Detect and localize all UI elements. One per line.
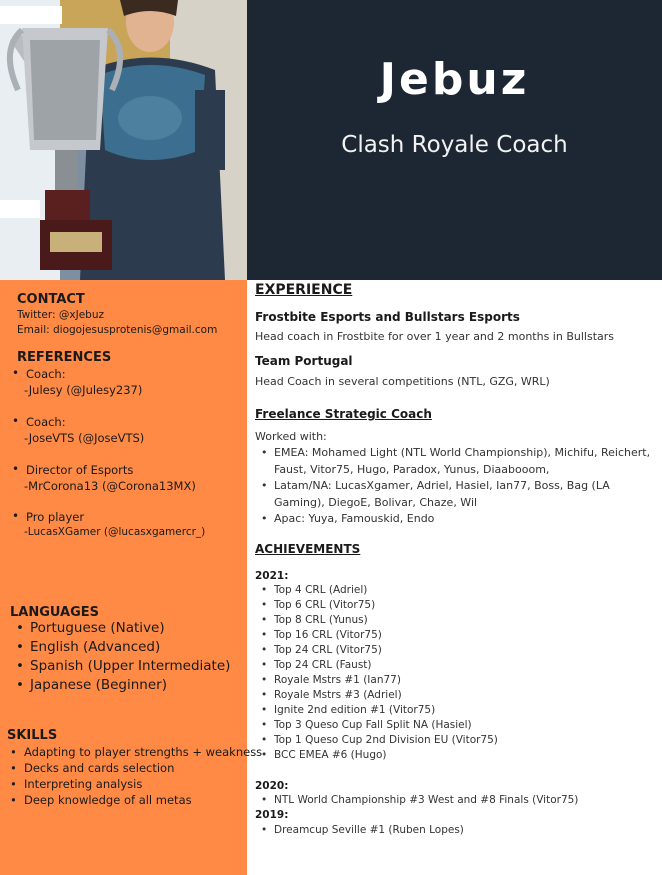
- achievement-item: • Top 16 CRL (Vitor75): [261, 628, 498, 643]
- contact-heading: CONTACT: [17, 292, 85, 307]
- skill-item: • Adapting to player strengths + weakness: [10, 744, 262, 760]
- reference-name: -MrCorona13 (@Corona13MX): [24, 479, 196, 493]
- language-item: • English (Advanced): [16, 638, 230, 657]
- year-label: 2021:: [255, 570, 289, 582]
- achievement-item: • Top 6 CRL (Vitor75): [261, 598, 498, 613]
- languages-list: [16, 619, 230, 695]
- sidebar: [0, 280, 263, 875]
- achievements-heading: ACHIEVEMENTS: [255, 542, 361, 556]
- skill-item: • Decks and cards selection: [10, 760, 262, 776]
- header-banner: [247, 0, 662, 280]
- email-address: Email: diogojesusprotenis@gmail.com: [17, 324, 218, 336]
- achievement-item: • Dreamcup Seville #1 (Ruben Lopes): [261, 823, 464, 838]
- achievement-item: • Ignite 2nd edition #1 (Vitor75): [261, 703, 498, 718]
- freelance-heading: Freelance Strategic Coach: [255, 407, 432, 421]
- achievement-item: • Royale Mstrs #3 (Adriel): [261, 688, 498, 703]
- freelance-item: • Latam/NA: LucasXgamer, Adriel, Hasiel, Ian77, Boss, Bag (LA Gaming), DiegoE, Bolivar, Chaze, Wil: [261, 478, 656, 511]
- language-item: • Spanish (Upper Intermediate): [16, 657, 230, 676]
- job-title: Clash Royale Coach: [341, 132, 568, 158]
- freelance-item: • Apac: Yuya, Famouskid, Endo: [261, 511, 656, 528]
- freelance-intro: Worked with:: [255, 430, 327, 443]
- year-label: 2019:: [255, 809, 289, 821]
- achievement-item: • NTL World Championship #3 West and #8 Finals (Vitor75): [261, 793, 578, 808]
- achievement-item: • Top 4 CRL (Adriel): [261, 583, 498, 598]
- person-name: Jebuz: [379, 54, 530, 105]
- language-item: • Japanese (Beginner): [16, 676, 230, 695]
- achievements-list: [261, 823, 464, 838]
- freelance-item: • EMEA: Mohamed Light (NTL World Championship), Michifu, Reichert, Faust, Vitor75, Hugo, Paradox, Yunus, Diaabooom,: [261, 445, 656, 478]
- skills-list: [10, 744, 262, 808]
- reference-name: -LucasXGamer (@lucasxgamercr_): [24, 526, 206, 538]
- year-label: 2020:: [255, 780, 289, 792]
- languages-heading: LANGUAGES: [10, 605, 100, 620]
- skill-item: • Deep knowledge of all metas: [10, 792, 262, 808]
- achievement-item: • Top 24 CRL (Vitor75): [261, 643, 498, 658]
- achievements-list: [261, 793, 578, 808]
- experience-title: Team Portugal: [255, 354, 353, 368]
- profile-photo: [0, 0, 247, 280]
- main-content: [247, 280, 662, 875]
- experience-desc: Head coach in Frostbite for over 1 year and 2 months in Bullstars: [255, 330, 615, 343]
- achievement-item: • Top 24 CRL (Faust): [261, 658, 498, 673]
- reference-name: -Julesy (@Julesy237): [24, 383, 143, 397]
- reference-role: • Coach:: [12, 414, 66, 429]
- references-heading: REFERENCES: [17, 350, 112, 365]
- reference-role: • Pro player: [12, 509, 85, 524]
- achievement-item: • Top 1 Queso Cup 2nd Division EU (Vitor75): [261, 733, 498, 748]
- freelance-list: [261, 445, 656, 528]
- skill-item: • Interpreting analysis: [10, 776, 262, 792]
- reference-name: -JoseVTS (@JoseVTS): [24, 431, 145, 445]
- skills-heading: SKILLS: [7, 728, 58, 743]
- trophy-photo-illustration: [0, 0, 247, 280]
- reference-role: • Coach:: [12, 366, 66, 381]
- achievement-item: • Royale Mstrs #1 (Ian77): [261, 673, 498, 688]
- language-item: • Portuguese (Native): [16, 619, 230, 638]
- achievement-item: • Top 3 Queso Cup Fall Split NA (Hasiel): [261, 718, 498, 733]
- twitter-handle: Twitter: @xJebuz: [17, 309, 104, 321]
- reference-role: • Director of Esports: [12, 462, 134, 477]
- experience-heading: EXPERIENCE: [255, 282, 353, 298]
- achievement-item: • BCC EMEA #6 (Hugo): [261, 748, 498, 763]
- experience-title: Frostbite Esports and Bullstars Esports: [255, 310, 520, 324]
- achievements-list: [261, 583, 498, 763]
- experience-desc: Head Coach in several competitions (NTL, GZG, WRL): [255, 375, 550, 388]
- achievement-item: • Top 8 CRL (Yunus): [261, 613, 498, 628]
